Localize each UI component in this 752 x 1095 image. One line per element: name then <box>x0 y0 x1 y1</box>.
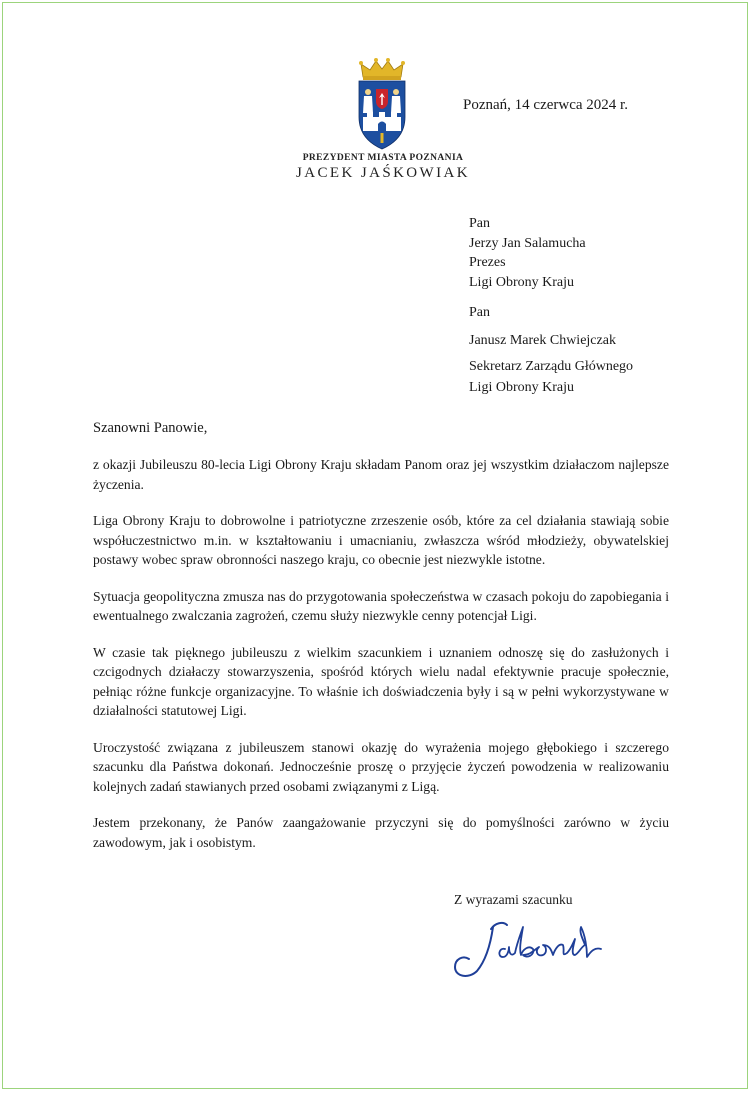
body-paragraph: z okazji Jubileuszu 80-lecia Ligi Obrony Kraju składam Panom oraz jej wszystkim działaczom najlepsze życzenia. <box>93 457 669 492</box>
recipient-line: Prezes <box>469 255 506 270</box>
body-paragraph: W czasie tak pięknego jubileuszu z wielkim szacunkiem i uznaniem odnoszę się do zasłużonych i czcigodnych działaczy stowarzyszenia, spośród których wielu nadal efektywnie pracuje społecznie, pełniąc różne funkcje organizacyjne. To właśnie ich doświadczenia były i są w pełni wykorzystywane w działalności statutowej Ligi. <box>93 644 669 718</box>
letterhead <box>253 153 513 182</box>
recipient-block <box>469 214 586 292</box>
body-paragraph: Liga Obrony Kraju to dobrowolne i patriotyczne zrzeszenie osób, które za cel działania stawiają sobie współuczestnictwo m.in. w kształtowaniu i umacnianiu, zwłaszcza wśród młodzieży, obywatelskiej postawy wobec spraw obronności naszego kraju, co obecnie jest niezwykle istotne. <box>93 513 669 567</box>
recipient-line: Ligi Obrony Kraju <box>469 274 574 290</box>
body-paragraph: Uroczystość związana z jubileuszem stanowi okazję do wyrażenia mojego głębokiego i szczerego szacunku dla Państwa dokonań. Jednocześnie proszę o przyjęcie życzeń powodzenia w realizowaniu kolejnych zadań stawianych przed osobami związanymi z Ligą. <box>93 739 669 794</box>
recipient-line: Pan <box>469 216 490 231</box>
recipient-line: Sekretarz Zarządu Głównego <box>469 359 634 374</box>
closing-line: Z wyrazami szacunku <box>454 892 573 907</box>
recipient-line: Ligi Obrony Kraju <box>469 380 574 395</box>
recipient-line: Jerzy Jan Salamucha <box>469 235 586 251</box>
recipient-line: Pan <box>469 305 490 320</box>
office-title: PREZYDENT MIASTA POZNANIA <box>302 153 464 163</box>
body-paragraph: Jestem przekonany, że Panów zaangażowanie przyczyni się do pomyślności zarówno w życiu zawodowym, jak i osobistym. <box>93 815 669 850</box>
recipient-line: Janusz Marek Chwiejczak <box>469 333 616 348</box>
body-paragraph: Sytuacja geopolityczna zmusza nas do przygotowania społeczeństwa w czasach pokoju do zapobiegania i ewentualnego zwalczania zagrożeń, czemu służy niezwykle cenny potencjał Ligi. <box>93 588 669 623</box>
poznan-coat-of-arms-icon <box>353 55 411 151</box>
signature-icon <box>447 915 617 983</box>
letter-page <box>2 2 748 1089</box>
place-date: Poznań, 14 czerwca 2024 r. <box>463 97 628 113</box>
person-name: JACEK JAŚKOWIAK <box>296 165 470 181</box>
letter-body <box>93 455 669 869</box>
greeting: Szanowni Panowie, <box>93 420 208 436</box>
recipient-block <box>469 302 633 398</box>
